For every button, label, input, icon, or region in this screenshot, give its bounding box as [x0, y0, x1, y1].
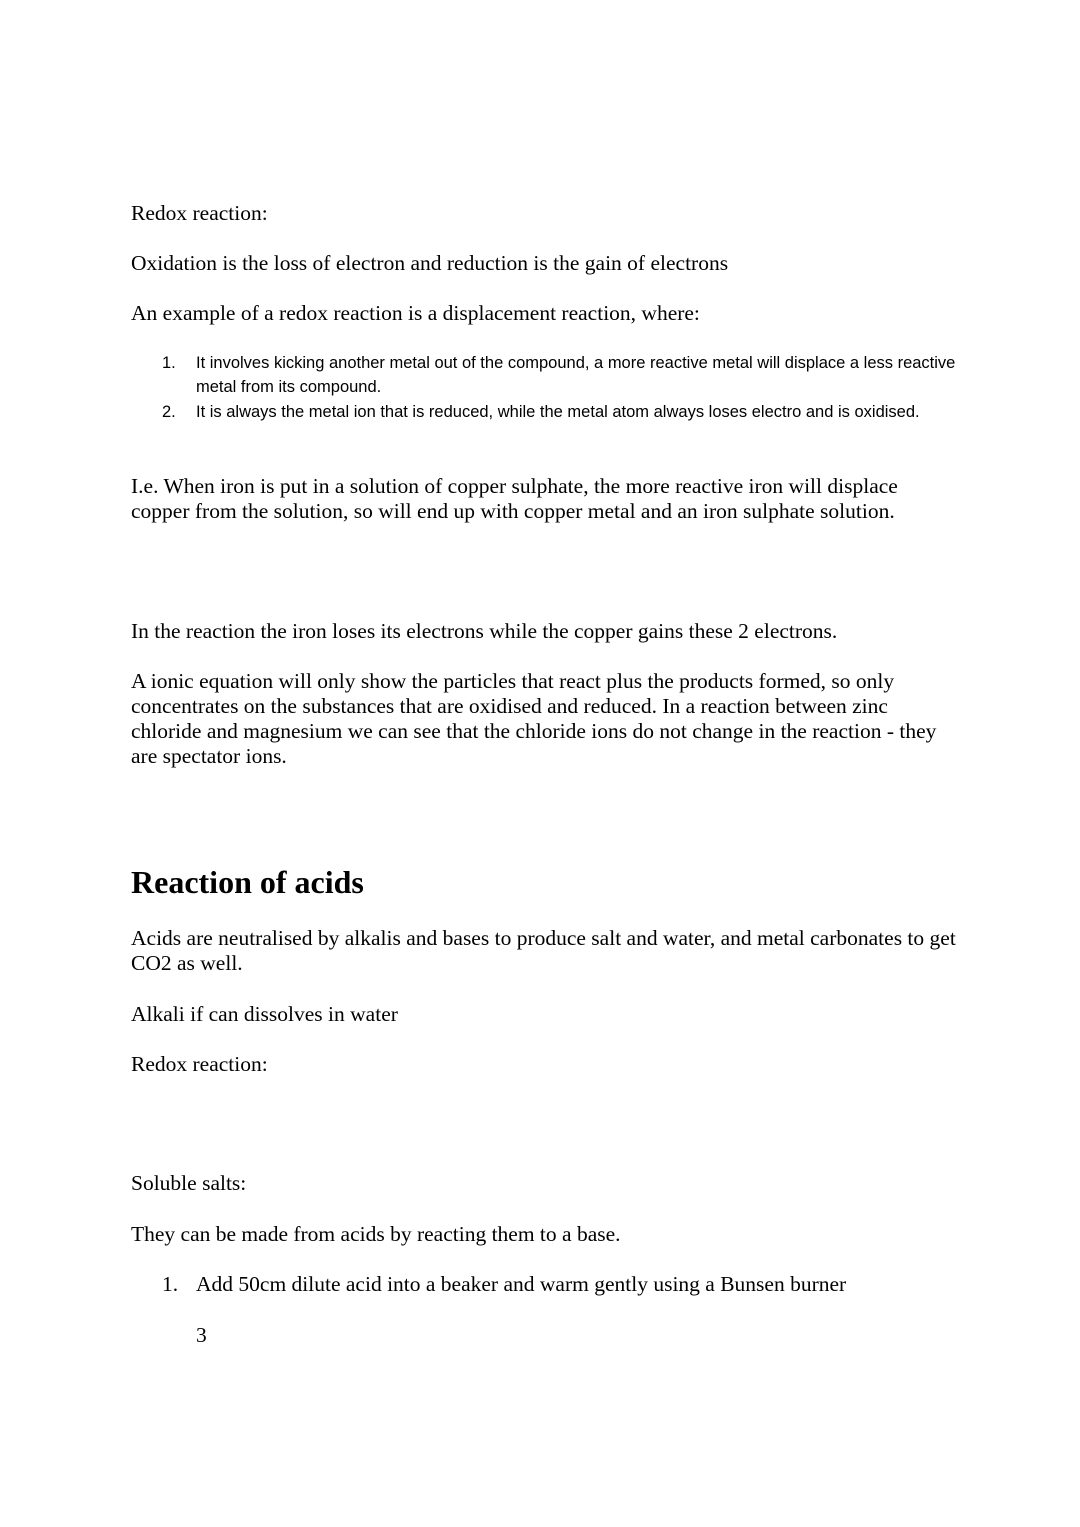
- displacement-intro: An example of a redox reaction is a displacement reaction, where:: [131, 301, 700, 325]
- list-number: 1.: [162, 354, 176, 372]
- list-text: It involves kicking another metal out of the compound, a more reactive metal will displace a less reactive metal from its compound.: [196, 354, 956, 396]
- iron-example: I.e. When iron is put in a solution of copper sulphate, the more reactive iron will displace copper from the solution, so will end up with copper metal and an iron sulphate solution.: [131, 474, 898, 523]
- page-number: 3: [196, 1323, 207, 1347]
- soluble-salts-label: Soluble salts:: [131, 1171, 247, 1195]
- neutralisation-text: Acids are neutralised by alkalis and bases to produce salt and water, and metal carbonates to get CO2 as well.: [131, 926, 956, 975]
- list-number: 1.: [162, 1272, 179, 1296]
- list-text: It is always the metal ion that is reduced, while the metal atom always loses electro and is oxidised.: [196, 403, 920, 421]
- soluble-salts-intro: They can be made from acids by reacting them to a base.: [131, 1222, 621, 1246]
- redox-label-2: Redox reaction:: [131, 1052, 268, 1076]
- list-number: 2.: [162, 403, 176, 421]
- redox-label: Redox reaction:: [131, 201, 268, 225]
- list-text: Add 50cm dilute acid into a beaker and warm gently using a Bunsen burner: [196, 1272, 847, 1296]
- ionic-equation: A ionic equation will only show the particles that react plus the products formed, so only concentrates on the substances that are oxidised and reduced. In a reaction between zinc chloride and magnesium we can see that the chloride ions do not change in the reaction - they are spectator ions.: [131, 669, 937, 768]
- section-heading: Reaction of acids: [131, 864, 364, 900]
- oxidation-definition: Oxidation is the loss of electron and reduction is the gain of electrons: [131, 251, 729, 275]
- electron-transfer: In the reaction the iron loses its electrons while the copper gains these 2 electrons.: [131, 619, 838, 643]
- alkali-text: Alkali if can dissolves in water: [131, 1002, 398, 1026]
